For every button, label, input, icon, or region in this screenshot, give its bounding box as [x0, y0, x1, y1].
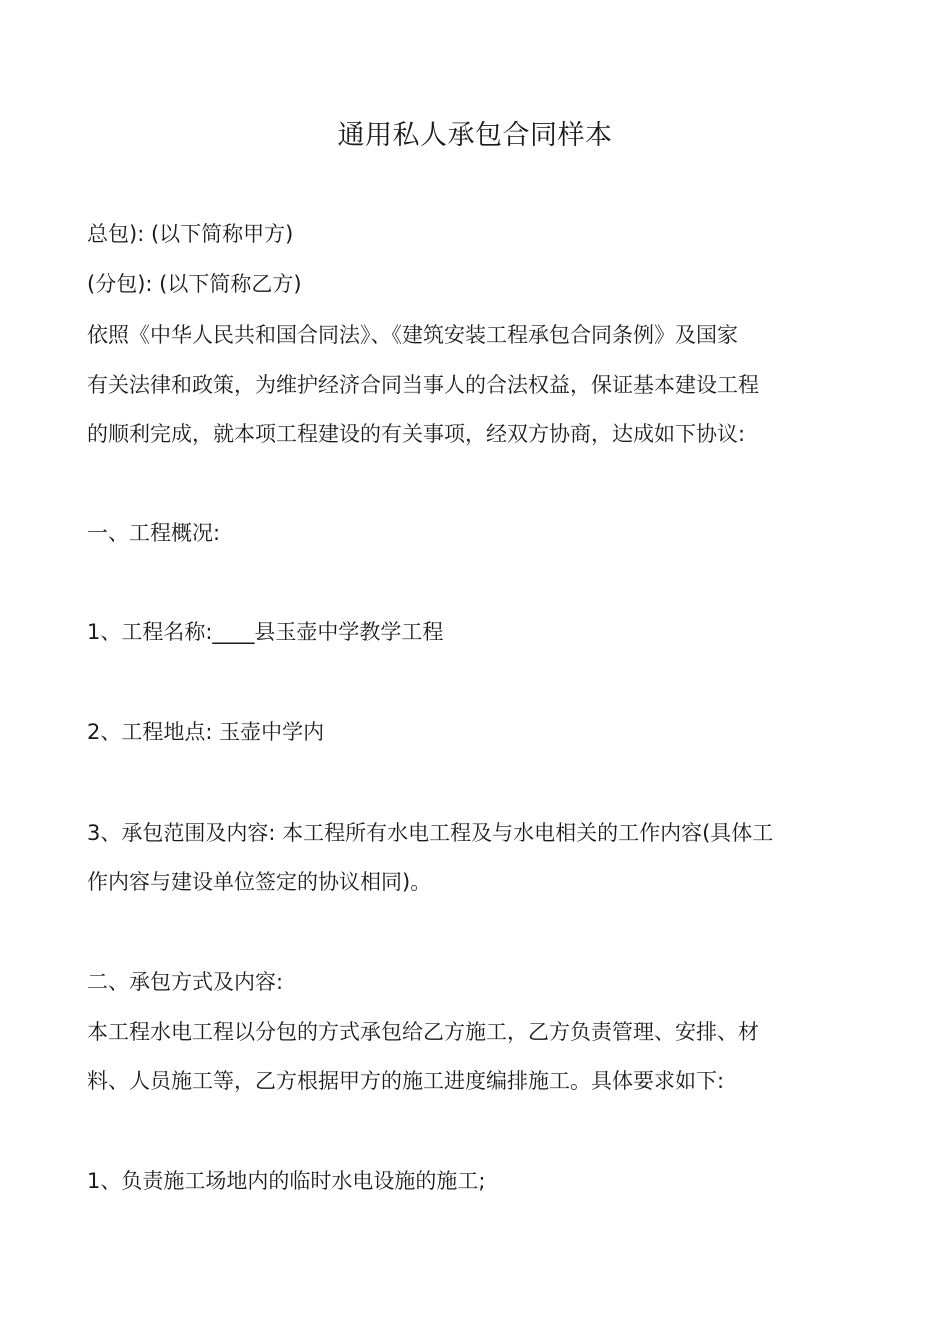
party-b-line: (分包): (以下简称乙方)	[87, 272, 302, 296]
requirement-item: 1、负责施工场地内的临时水电设施的施工;	[87, 1169, 486, 1193]
preamble-line: 的顺利完成，就本项工程建设的有关事项，经双方协商，达成如下协议:	[87, 422, 746, 446]
section-2-heading: 二、承包方式及内容:	[87, 970, 284, 994]
document-title: 通用私人承包合同样本	[337, 120, 613, 151]
contract-method-line: 本工程水电工程以分包的方式承包给乙方施工，乙方负责管理、安排、材	[87, 1020, 759, 1044]
preamble-line: 有关法律和政策，为维护经济合同当事人的合法权益，保证基本建设工程	[87, 373, 759, 397]
preamble-line: 依照《中华人民共和国合同法》、《建筑安装工程承包合同条例》及国家	[87, 323, 738, 347]
scope-line: 3、承包范围及内容: 本工程所有水电工程及与水电相关的工作内容(具体工	[87, 821, 774, 845]
contract-method-line: 料、人员施工等，乙方根据甲方的施工进度编排施工。具体要求如下:	[87, 1069, 725, 1093]
project-location-line: 2、工程地点: 玉壶中学内	[87, 720, 325, 744]
project-name-line: 1、工程名称:____县玉壶中学教学工程	[87, 620, 444, 644]
scope-line: 作内容与建设单位签定的协议相同)。	[87, 870, 432, 894]
section-1-heading: 一、工程概况:	[87, 521, 221, 545]
party-a-line: 总包): (以下简称甲方)	[87, 222, 294, 246]
